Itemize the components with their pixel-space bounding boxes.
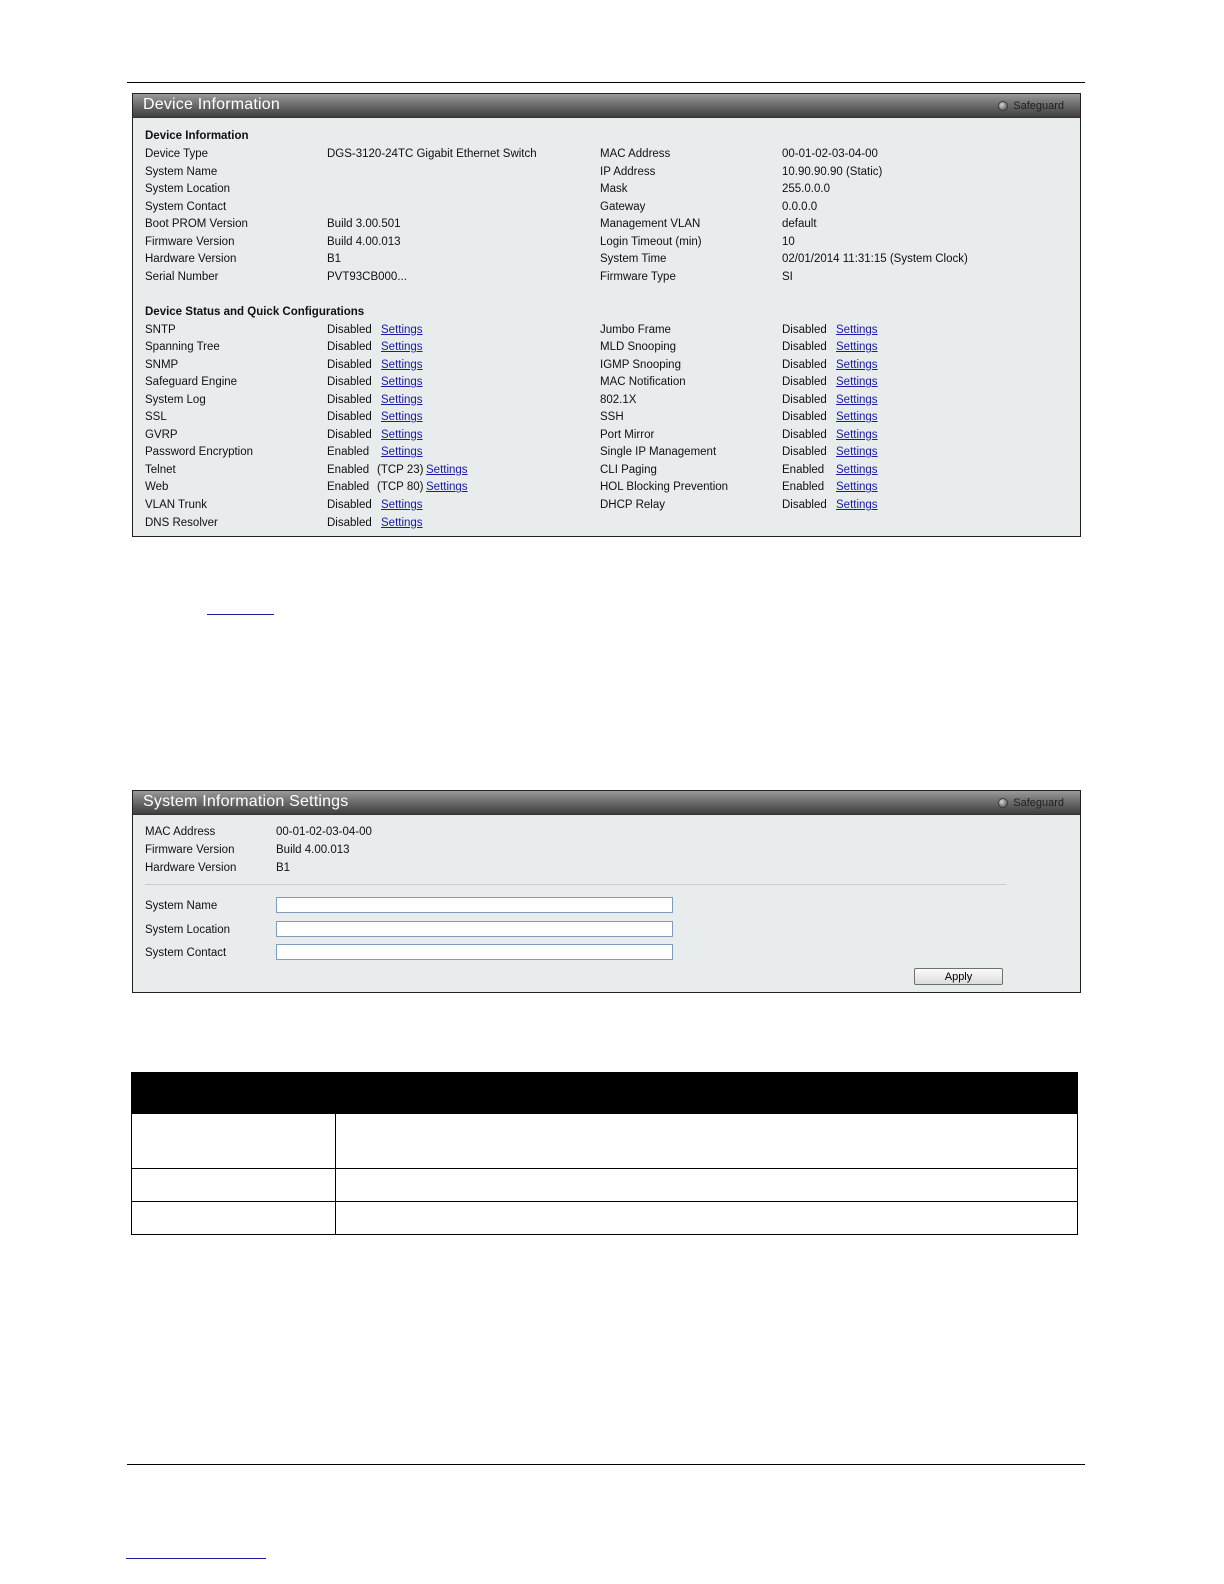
status-label: DHCP Relay — [600, 499, 665, 511]
settings-link[interactable]: Settings — [836, 446, 878, 459]
header-rule — [127, 82, 1085, 83]
status-label: IGMP Snooping — [600, 358, 681, 371]
status-value: Disabled — [327, 516, 372, 529]
info-value: B1 — [276, 862, 291, 874]
settings-link[interactable]: Settings — [836, 376, 878, 389]
table-cell — [132, 1202, 336, 1235]
safeguard-indicator — [998, 796, 1064, 810]
parameter-description-table — [131, 1072, 1078, 1235]
settings-link[interactable]: Settings — [381, 411, 423, 424]
status-value: Disabled — [782, 428, 827, 441]
device-information-header — [133, 94, 1080, 118]
status-value: Disabled — [782, 323, 827, 336]
info-value: Build 4.00.013 — [327, 235, 401, 248]
info-value: Build 4.00.013 — [276, 844, 350, 856]
info-label: Boot PROM Version — [145, 218, 248, 230]
status-value: Enabled — [327, 463, 370, 476]
status-label: Port Mirror — [600, 428, 655, 441]
status-label: SSH — [600, 411, 624, 424]
info-value: 255.0.0.0 — [782, 183, 830, 195]
info-label: System Name — [145, 165, 218, 178]
status-value: Enabled — [782, 463, 825, 476]
status-value: Disabled — [782, 411, 827, 424]
settings-link[interactable]: Settings — [836, 358, 878, 371]
settings-link[interactable]: Settings — [381, 428, 423, 441]
device-information-panel — [132, 93, 1081, 537]
status-value: Enabled — [327, 481, 370, 494]
info-value: PVT93CB000... — [327, 270, 407, 283]
footer-rule — [127, 1464, 1085, 1465]
settings-link[interactable]: Settings — [381, 341, 423, 354]
info-label: Firmware Type — [600, 270, 676, 283]
settings-link[interactable]: Settings — [426, 463, 468, 476]
field-label: System Name — [145, 900, 218, 912]
info-value: B1 — [327, 253, 342, 265]
table-cell — [336, 1202, 1078, 1235]
info-label: Firmware Version — [145, 844, 235, 856]
info-value: 00-01-02-03-04-00 — [782, 148, 878, 160]
status-label: SNTP — [145, 323, 176, 336]
info-label: IP Address — [600, 165, 656, 178]
info-value: 00-01-02-03-04-00 — [276, 826, 372, 838]
info-value: DGS-3120-24TC Gigabit Ethernet Switch — [327, 148, 537, 160]
footer-link[interactable] — [126, 1558, 266, 1559]
divider — [145, 884, 1006, 885]
settings-link[interactable]: Settings — [836, 463, 878, 476]
settings-link[interactable]: Settings — [381, 499, 423, 511]
status-label: DNS Resolver — [145, 516, 218, 529]
status-value: Disabled — [782, 341, 827, 354]
info-label: Login Timeout (min) — [600, 235, 702, 248]
status-label: SNMP — [145, 358, 179, 371]
safeguard-label: Safeguard — [1013, 100, 1064, 112]
settings-link[interactable]: Settings — [381, 446, 423, 459]
status-value: Disabled — [327, 323, 372, 336]
info-label: System Time — [600, 253, 667, 265]
settings-link[interactable]: Settings — [836, 393, 878, 406]
settings-link[interactable]: Settings — [381, 358, 423, 371]
status-value: Enabled — [782, 481, 825, 494]
field-label: System Contact — [145, 947, 227, 959]
status-value: Disabled — [782, 376, 827, 389]
status-value: Enabled — [327, 446, 370, 459]
info-value: 02/01/2014 11:31:15 (System Clock) — [782, 253, 968, 265]
status-value: Disabled — [327, 393, 372, 406]
info-label: Device Type — [145, 148, 209, 160]
status-label: HOL Blocking Prevention — [600, 481, 729, 494]
status-label: Web — [145, 481, 169, 494]
status-label: MAC Notification — [600, 376, 686, 389]
system-name-input[interactable] — [276, 897, 673, 913]
reference-link[interactable] — [207, 614, 274, 615]
system-information-header — [133, 791, 1080, 815]
table-cell — [336, 1114, 1078, 1169]
status-label: CLI Paging — [600, 463, 657, 476]
settings-link[interactable]: Settings — [381, 393, 423, 406]
status-label: System Log — [145, 393, 206, 406]
info-label: MAC Address — [600, 148, 671, 160]
status-label: 802.1X — [600, 393, 637, 406]
status-value: Disabled — [327, 428, 372, 441]
info-label: Hardware Version — [145, 862, 237, 874]
status-label: SSL — [145, 411, 167, 424]
safeguard-status-icon — [998, 101, 1008, 111]
system-information-settings-panel — [132, 790, 1081, 993]
table-cell — [132, 1114, 336, 1169]
status-label: VLAN Trunk — [145, 499, 207, 511]
status-value: Disabled — [327, 499, 372, 511]
safeguard-label: Safeguard — [1013, 797, 1064, 809]
status-label: GVRP — [145, 428, 178, 441]
status-value: Disabled — [327, 411, 372, 424]
status-label: Telnet — [145, 463, 176, 476]
info-label: Firmware Version — [145, 235, 235, 248]
info-label: Management VLAN — [600, 218, 701, 230]
info-label: System Location — [145, 183, 231, 195]
panel-title: Device Information — [143, 96, 280, 113]
status-label: MLD Snooping — [600, 341, 677, 354]
table-header — [132, 1073, 1078, 1114]
apply-button[interactable]: Apply — [914, 968, 1003, 985]
info-label: Gateway — [600, 200, 646, 213]
info-value: default — [782, 218, 817, 230]
system-location-input[interactable] — [276, 921, 673, 937]
table-cell — [336, 1169, 1078, 1202]
info-value: Build 3.00.501 — [327, 218, 401, 230]
status-value: Disabled — [782, 446, 827, 459]
system-contact-input[interactable] — [276, 944, 673, 960]
settings-link[interactable]: Settings — [836, 499, 878, 511]
safeguard-status-icon — [998, 798, 1008, 808]
settings-link[interactable]: Settings — [836, 341, 878, 354]
settings-link[interactable]: Settings — [836, 428, 878, 441]
status-value: Disabled — [327, 341, 372, 354]
status-label: Password Encryption — [145, 446, 254, 459]
status-value: Disabled — [782, 358, 827, 371]
info-value: 10.90.90.90 (Static) — [782, 165, 883, 178]
info-value: 10 — [782, 235, 795, 248]
settings-link[interactable]: Settings — [381, 376, 423, 389]
info-label: Hardware Version — [145, 253, 237, 265]
status-value: Disabled — [327, 358, 372, 371]
settings-link[interactable]: Settings — [381, 516, 423, 529]
info-label: Mask — [600, 183, 628, 195]
info-label: Serial Number — [145, 270, 219, 283]
settings-link[interactable]: Settings — [836, 481, 878, 494]
info-label: System Contact — [145, 200, 227, 213]
info-value: SI — [782, 270, 793, 283]
settings-link[interactable]: Settings — [381, 323, 423, 336]
status-value: Disabled — [782, 499, 827, 511]
settings-link[interactable]: Settings — [836, 411, 878, 424]
table-cell — [132, 1169, 336, 1202]
settings-link[interactable]: Settings — [426, 481, 468, 494]
status-label: Single IP Management — [600, 446, 717, 459]
status-label: Jumbo Frame — [600, 323, 671, 336]
port-info: (TCP 23) — [377, 463, 424, 476]
port-info: (TCP 80) — [377, 481, 424, 494]
field-label: System Location — [145, 923, 231, 936]
settings-link[interactable]: Settings — [836, 323, 878, 336]
info-value: 0.0.0.0 — [782, 200, 818, 213]
info-label: MAC Address — [145, 826, 216, 838]
status-label: Safeguard Engine — [145, 376, 238, 389]
section-title: Device Status and Quick Configurations — [145, 306, 365, 318]
section-title: Device Information — [145, 130, 249, 142]
status-value: Disabled — [782, 393, 827, 406]
panel-title: System Information Settings — [143, 793, 349, 810]
safeguard-indicator — [998, 99, 1064, 113]
status-label: Spanning Tree — [145, 341, 220, 354]
status-value: Disabled — [327, 376, 372, 389]
